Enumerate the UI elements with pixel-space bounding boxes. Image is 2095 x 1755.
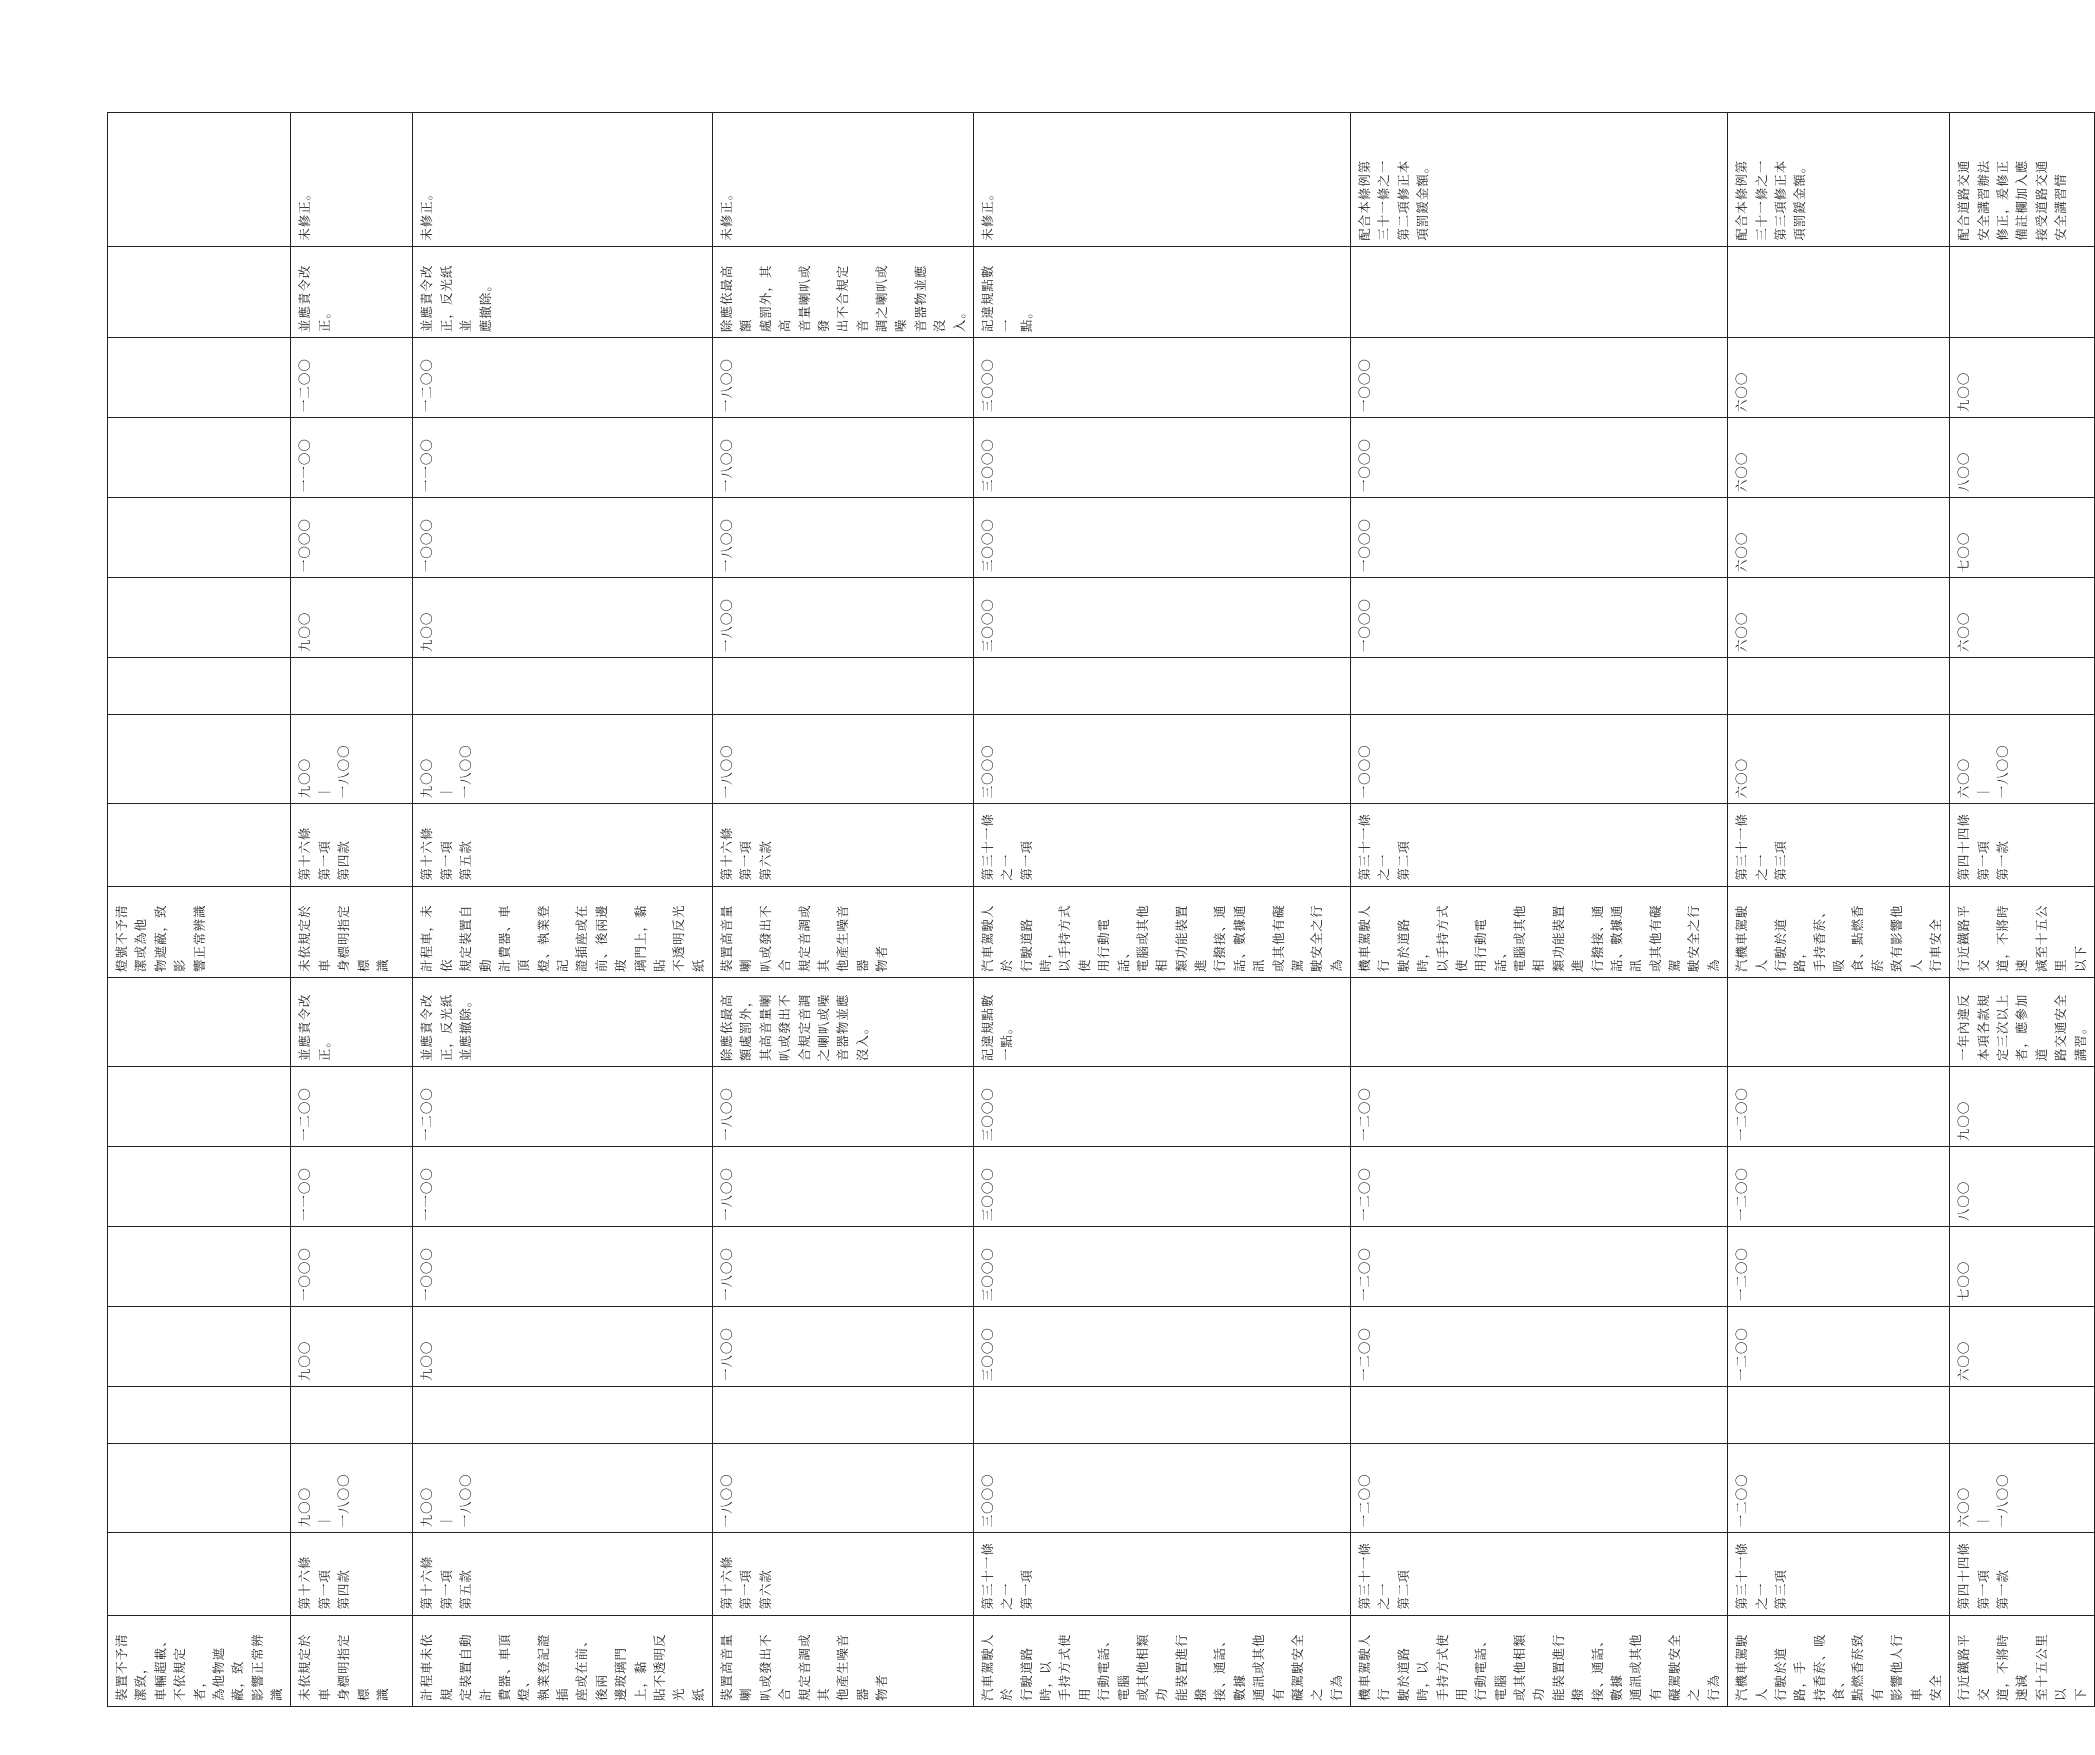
left-remark-cell: 並應責令改 正，反光紙 並應撤除。 [413, 978, 713, 1067]
left-article-cell: 第三十一條 之一 第二項 [1351, 1533, 1728, 1615]
right-fine-level-4: 三〇〇〇 [973, 338, 1350, 418]
right-fine-level-4: 九〇〇 [1950, 338, 2095, 418]
right-article-cell: 第三十一條 之一 第三項 [1728, 804, 1950, 886]
left-fine-level-2: 一二〇〇 [1728, 1227, 1950, 1307]
table-row [973, 113, 1350, 1707]
left-article-cell: 第十六條 第一項 第六款 [713, 1533, 974, 1615]
right-disposal-cell [1351, 246, 1728, 337]
right-behavior-cell: 汽機車駕駛人 行駛於道路， 手持香菸、吸 食、點燃香菸 致有影響他人 行車安全 [1728, 886, 1950, 977]
left-fine-level-2 [108, 1227, 291, 1307]
right-fine-level-1: 一八〇〇 [713, 578, 974, 658]
left-fine-level-4: 一二〇〇 [1728, 1067, 1950, 1147]
right-note-cell: 未修正。 [973, 113, 1350, 247]
table-row [291, 113, 413, 1707]
left-behavior-cell: 未依規定於車 身標明指定標 識 [291, 1615, 413, 1706]
right-article-cell: 第十六條 第一項 第五款 [413, 804, 713, 886]
right-behavior-cell: 計程車，未依 規定裝置自動 計費器、車頂 燈、執業登記 證插座或在 前、後兩邊玻 璃門上，黏貼 不透明反光紙 [413, 886, 713, 977]
right-fine-level-2: 六〇〇 [1728, 498, 1950, 578]
right-disposal-cell [1950, 246, 2095, 337]
right-fine-level-1: 三〇〇〇 [973, 578, 1350, 658]
right-fine-level-2: 一八〇〇 [713, 498, 974, 578]
left-blank-cell [413, 1387, 713, 1444]
right-fine-level-3: 六〇〇 [1728, 418, 1950, 498]
left-behavior-cell: 汽車駕駛人於 行駛道路時，以 手持方式使用 行動電話、電腦 或其他相類功 能裝置進行撥 接、通話、數據 通訊或其他有 礙駕駛安全之 行為 [973, 1615, 1350, 1706]
left-behavior-cell: 機車駕駛人行 駛於道路時，以 手持方式使用 行動電話、電腦 或其他相類功 能裝置進行撥 接、通話、數據 通訊或其他有 礙駕駛安全之 行為 [1351, 1615, 1728, 1706]
left-article-cell: 第十六條 第一項 第四款 [291, 1533, 413, 1615]
left-behavior-cell: 裝置不予清潔致， 車輛超載、不依規定者， 為他物遮蔽，致 影響正常辨識 [108, 1615, 291, 1706]
left-fine-level-3: 一二〇〇 [1351, 1147, 1728, 1227]
right-blank-cell [1728, 658, 1950, 715]
left-fine-level-2: 一八〇〇 [713, 1227, 974, 1307]
right-disposal-cell: 記違規點數一 點。 [973, 246, 1350, 337]
right-blank-cell [1351, 658, 1728, 715]
right-fine-level-3: 三〇〇〇 [973, 418, 1350, 498]
table-row [713, 113, 974, 1707]
right-fine-level-4: 一〇〇〇 [1351, 338, 1728, 418]
right-fine-level-3: 八〇〇 [1950, 418, 2095, 498]
right-fine-level-4: 六〇〇 [1728, 338, 1950, 418]
left-article-cell: 第三十一條 之一 第一項 [973, 1533, 1350, 1615]
table-row [1351, 113, 1728, 1707]
left-remark-cell [1728, 978, 1950, 1067]
left-blank-cell [1728, 1387, 1950, 1444]
left-behavior-cell: 汽機車駕駛人 行駛於道路，手 持香菸、吸食、 點燃香菸致有 影響他人行車 安全 [1728, 1615, 1950, 1706]
left-fine-level-3: 一一〇〇 [291, 1147, 413, 1227]
left-blank-cell [713, 1387, 974, 1444]
left-remark-cell: 並應責令改 正。 [291, 978, 413, 1067]
left-fine-range-cell: 九〇〇 ｜ 一八〇〇 [291, 1444, 413, 1533]
left-fine-level-4 [108, 1067, 291, 1147]
left-blank-cell [108, 1387, 291, 1444]
right-article-cell: 第十六條 第一項 第四款 [291, 804, 413, 886]
left-fine-level-1: 一八〇〇 [713, 1307, 974, 1387]
left-fine-level-1 [108, 1307, 291, 1387]
right-note-cell: 未修正。 [713, 113, 974, 247]
right-fine-level-3: 一八〇〇 [713, 418, 974, 498]
right-fine-level-1: 六〇〇 [1950, 578, 2095, 658]
left-fine-level-3: 一二〇〇 [1728, 1147, 1950, 1227]
left-fine-level-1: 一二〇〇 [1351, 1307, 1728, 1387]
left-fine-level-2: 一〇〇〇 [291, 1227, 413, 1307]
right-note-cell: 未修正。 [413, 113, 713, 247]
left-fine-level-4: 一八〇〇 [713, 1067, 974, 1147]
left-fine-level-1: 一二〇〇 [1728, 1307, 1950, 1387]
right-fine-level-1: 六〇〇 [1728, 578, 1950, 658]
right-blank-cell [291, 658, 413, 715]
right-note-cell: 配合道路交通 安全講習辦法 修正，爰修正 備註欄加入應 接受道路交通 安全講習情 [1950, 113, 2095, 247]
right-note-cell: 未修正。 [291, 113, 413, 247]
right-article-cell: 第三十一條 之一 第二項 [1351, 804, 1728, 886]
left-fine-level-2: 一二〇〇 [1351, 1227, 1728, 1307]
right-fine-range-cell: 六〇〇 ｜ 一八〇〇 [1950, 715, 2095, 804]
right-note-cell [108, 113, 291, 247]
right-fine-range-cell: 六〇〇 [1728, 715, 1950, 804]
right-behavior-cell: 未依規定於車 身標明指定標 識 [291, 886, 413, 977]
right-disposal-cell [1728, 246, 1950, 337]
left-fine-level-3: 八〇〇 [1950, 1147, 2095, 1227]
right-disposal-cell: 除應依最高額 處罰外，其高 音量喇叭或發 出不合規定音 調之喇叭或噪 音器物並應沒 入。 [713, 246, 974, 337]
left-fine-range-cell: 六〇〇 ｜ 一八〇〇 [1950, 1444, 2095, 1533]
right-fine-level-3: 一〇〇〇 [1351, 418, 1728, 498]
left-fine-range-cell: 一二〇〇 [1351, 1444, 1728, 1533]
right-disposal-cell [108, 246, 291, 337]
left-article-cell: 第四十四條 第一項 第一款 [1950, 1533, 2095, 1615]
left-fine-level-1: 九〇〇 [291, 1307, 413, 1387]
right-article-cell [108, 804, 291, 886]
left-behavior-cell: 行近鐵路平交 道，不將時速減 至十五公里以 下 [1950, 1615, 2095, 1706]
right-fine-level-2 [108, 498, 291, 578]
right-fine-range-cell: 三〇〇〇 [973, 715, 1350, 804]
right-disposal-cell: 並應責令改 正。 [291, 246, 413, 337]
left-remark-cell: 記違規點數 一點。 [973, 978, 1350, 1067]
right-fine-level-3: 一一〇〇 [413, 418, 713, 498]
right-fine-level-1: 一〇〇〇 [1351, 578, 1728, 658]
right-blank-cell [973, 658, 1350, 715]
left-remark-cell [108, 978, 291, 1067]
left-fine-level-3: 一八〇〇 [713, 1147, 974, 1227]
left-remark-cell: 除應依最高 額處罰外， 其高音量喇 叭或發出不 合規定音調 之喇叭或噪 音器物並應 沒入。 [713, 978, 974, 1067]
right-fine-level-2: 七〇〇 [1950, 498, 2095, 578]
left-article-cell [108, 1533, 291, 1615]
left-fine-level-4: 一二〇〇 [413, 1067, 713, 1147]
right-fine-level-3: 一一〇〇 [291, 418, 413, 498]
left-fine-level-4: 九〇〇 [1950, 1067, 2095, 1147]
right-behavior-cell: 汽車駕駛人於 行駛道路時， 以手持方式使 用行動電話、 電腦或其他相 類功能裝置進 行撥接、通 話、數據通訊 或其他有礙駕 駛安全之行為 [973, 886, 1350, 977]
left-blank-cell [1351, 1387, 1728, 1444]
left-fine-range-cell [108, 1444, 291, 1533]
left-fine-level-2: 七〇〇 [1950, 1227, 2095, 1307]
right-blank-cell [1950, 658, 2095, 715]
left-fine-level-1: 六〇〇 [1950, 1307, 2095, 1387]
left-fine-level-3: 一一〇〇 [413, 1147, 713, 1227]
left-behavior-cell: 計程車未依規 定裝置自動計 費器、車頂燈、 執業登記證插 座或在前、後兩 邊玻璃門上，黏 貼不透明反光 紙 [413, 1615, 713, 1706]
right-fine-level-1: 九〇〇 [291, 578, 413, 658]
right-note-cell: 配合本條例第 三十一條之一 第三項修正本 項罰鍰金額。 [1728, 113, 1950, 247]
right-blank-cell [713, 658, 974, 715]
right-fine-range-cell: 一八〇〇 [713, 715, 974, 804]
right-behavior-cell: 裝置高音量喇 叭或發出不合 規定音調或其 他產生噪音器 物者 [713, 886, 974, 977]
right-fine-level-2: 一〇〇〇 [291, 498, 413, 578]
left-fine-level-1: 九〇〇 [413, 1307, 713, 1387]
left-blank-cell [973, 1387, 1350, 1444]
left-behavior-cell: 裝置高音量喇 叭或發出不合 規定音調或其 他產生噪音器 物者 [713, 1615, 974, 1706]
right-fine-level-4: 一二〇〇 [413, 338, 713, 418]
right-fine-level-4 [108, 338, 291, 418]
left-blank-cell [291, 1387, 413, 1444]
left-fine-level-2: 三〇〇〇 [973, 1227, 1350, 1307]
left-fine-range-cell: 三〇〇〇 [973, 1444, 1350, 1533]
right-disposal-cell: 並應責令改 正，反光紙並 應撤除。 [413, 246, 713, 337]
left-remark-cell [1351, 978, 1728, 1067]
right-fine-level-4: 一二〇〇 [291, 338, 413, 418]
right-behavior-cell: 行近鐵路平交 道，不將時速 減至十五公里 以下 [1950, 886, 2095, 977]
right-behavior-cell: 燈號不予清潔或為他 物遮蔽，致影 響正常辨識 [108, 886, 291, 977]
right-fine-range-cell: 一〇〇〇 [1351, 715, 1728, 804]
left-article-cell: 第十六條 第一項 第五款 [413, 1533, 713, 1615]
table-row [108, 113, 291, 1707]
right-fine-level-4: 一八〇〇 [713, 338, 974, 418]
left-fine-range-cell: 一八〇〇 [713, 1444, 974, 1533]
right-note-cell: 配合本條例第 三十一條之一 第二項修正本 項罰鍰金額。 [1351, 113, 1728, 247]
right-article-cell: 第十六條 第一項 第六款 [713, 804, 974, 886]
right-blank-cell [413, 658, 713, 715]
right-blank-cell [108, 658, 291, 715]
right-fine-level-2: 一〇〇〇 [1351, 498, 1728, 578]
right-fine-range-cell [108, 715, 291, 804]
left-fine-level-4: 一二〇〇 [291, 1067, 413, 1147]
left-remark-cell: 一年內違反 本項各款規 定三次以上 者，應參加道 路交通安全 講習。 [1950, 978, 2095, 1067]
right-fine-range-cell: 九〇〇 ｜ 一八〇〇 [413, 715, 713, 804]
left-fine-level-3: 三〇〇〇 [973, 1147, 1350, 1227]
right-article-cell: 第三十一條 之一 第一項 [973, 804, 1350, 886]
right-fine-level-2: 一〇〇〇 [413, 498, 713, 578]
left-fine-level-4: 三〇〇〇 [973, 1067, 1350, 1147]
left-fine-level-4: 一二〇〇 [1351, 1067, 1728, 1147]
table-row [1950, 113, 2095, 1707]
right-fine-level-2: 三〇〇〇 [973, 498, 1350, 578]
left-fine-level-1: 三〇〇〇 [973, 1307, 1350, 1387]
right-behavior-cell: 機車駕駛人行 駛於道路時， 以手持方式使 用行動電話、 電腦或其他相 類功能裝置進 行撥接、通 話、數據通訊 或其他有礙駕 駛安全之行為 [1351, 886, 1728, 977]
right-article-cell: 第四十四條 第一項 第一款 [1950, 804, 2095, 886]
left-fine-level-2: 一〇〇〇 [413, 1227, 713, 1307]
right-fine-level-1 [108, 578, 291, 658]
right-fine-level-1: 九〇〇 [413, 578, 713, 658]
left-blank-cell [1950, 1387, 2095, 1444]
rotated-page [107, 112, 2088, 1707]
right-fine-level-3 [108, 418, 291, 498]
left-fine-range-cell: 九〇〇 ｜ 一八〇〇 [413, 1444, 713, 1533]
fine-table [107, 112, 2095, 1707]
left-fine-level-3 [108, 1147, 291, 1227]
table-row [413, 113, 713, 1707]
right-fine-range-cell: 九〇〇 ｜ 一八〇〇 [291, 715, 413, 804]
left-fine-range-cell: 一二〇〇 [1728, 1444, 1950, 1533]
table-row [1728, 113, 1950, 1707]
left-article-cell: 第三十一條 之一 第三項 [1728, 1533, 1950, 1615]
